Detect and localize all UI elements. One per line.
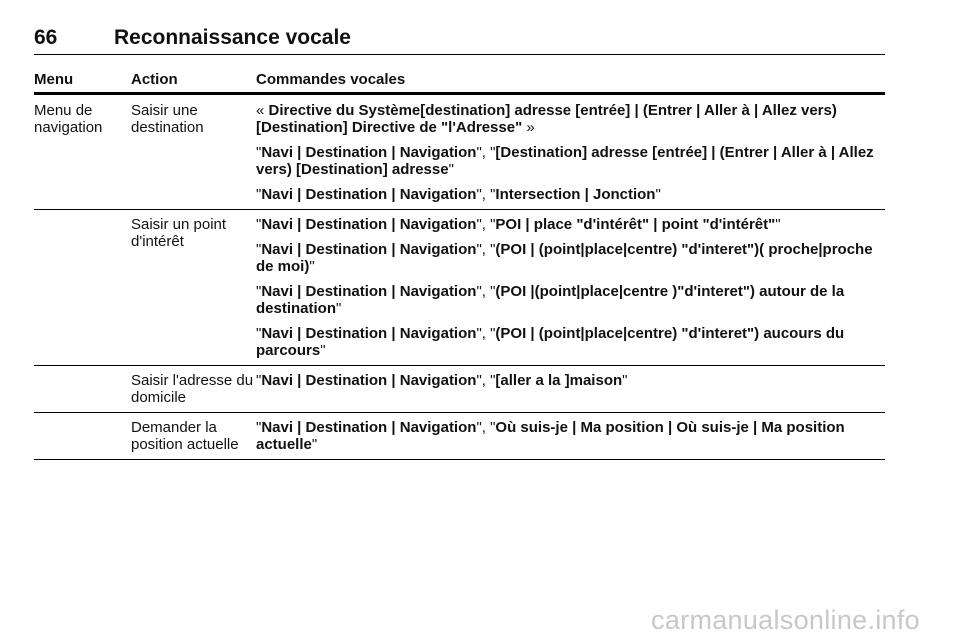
menu-cell	[34, 419, 131, 453]
voice-command: "Navi | Destination | Navigation", "(POI | (point|place|centre) "d'interet")( proche|proche de moi)"	[256, 241, 873, 275]
column-header-commands: Commandes vocales	[256, 71, 406, 88]
voice-command: "Navi | Destination | Navigation", "(POI | (point|place|centre) "d'interet") aucours du parcours"	[256, 325, 845, 359]
action-cell: Demander la position actuelle	[131, 419, 239, 453]
menu-cell	[34, 372, 131, 406]
voice-command: "Navi | Destination | Navigation", "[Destination] adresse [entrée] | (Entrer | Aller à | Allez vers) [Destination] adresse"	[256, 144, 874, 178]
table-header	[34, 71, 885, 95]
menu-cell	[34, 216, 131, 359]
page-header	[34, 26, 885, 55]
page-number: 66	[34, 26, 58, 49]
table-row	[34, 95, 885, 210]
column-header-menu: Menu	[34, 71, 74, 88]
commands-cell	[256, 372, 885, 406]
commands-cell	[256, 102, 885, 203]
commands-cell	[256, 216, 885, 359]
action-cell: Saisir l'adresse du domicile	[131, 372, 254, 406]
voice-command: "Navi | Destination | Navigation", "(POI |(point|place|centre )"d'interet") autour de la destination"	[256, 283, 845, 317]
table-row	[34, 366, 885, 413]
voice-commands-table	[34, 71, 885, 460]
page-title: Reconnaissance vocale	[114, 26, 351, 49]
voice-command: "Navi | Destination | Navigation", "Intersection | Jonction"	[256, 186, 661, 203]
action-cell: Saisir une destination	[131, 102, 204, 136]
menu-cell: Menu de navigation	[34, 102, 103, 136]
voice-command: "Navi | Destination | Navigation", "POI | place "d'intérêt" | point "d'intérêt""	[256, 216, 781, 233]
action-cell: Saisir un point d'intérêt	[131, 216, 227, 250]
voice-command: « Directive du Système[destination] adresse [entrée] | (Entrer | Aller à | Allez vers) [Destination] Directive de "l'Adresse" »	[256, 102, 837, 136]
column-header-action: Action	[131, 71, 178, 88]
table-row	[34, 413, 885, 460]
manual-page	[34, 26, 885, 460]
voice-command: "Navi | Destination | Navigation", "[aller a la ]maison"	[256, 372, 628, 389]
commands-cell	[256, 419, 885, 453]
table-row	[34, 210, 885, 366]
voice-command: "Navi | Destination | Navigation", "Où suis-je | Ma position | Où suis-je | Ma position actuelle"	[256, 419, 845, 453]
watermark: carmanualsonline.info	[651, 605, 920, 635]
